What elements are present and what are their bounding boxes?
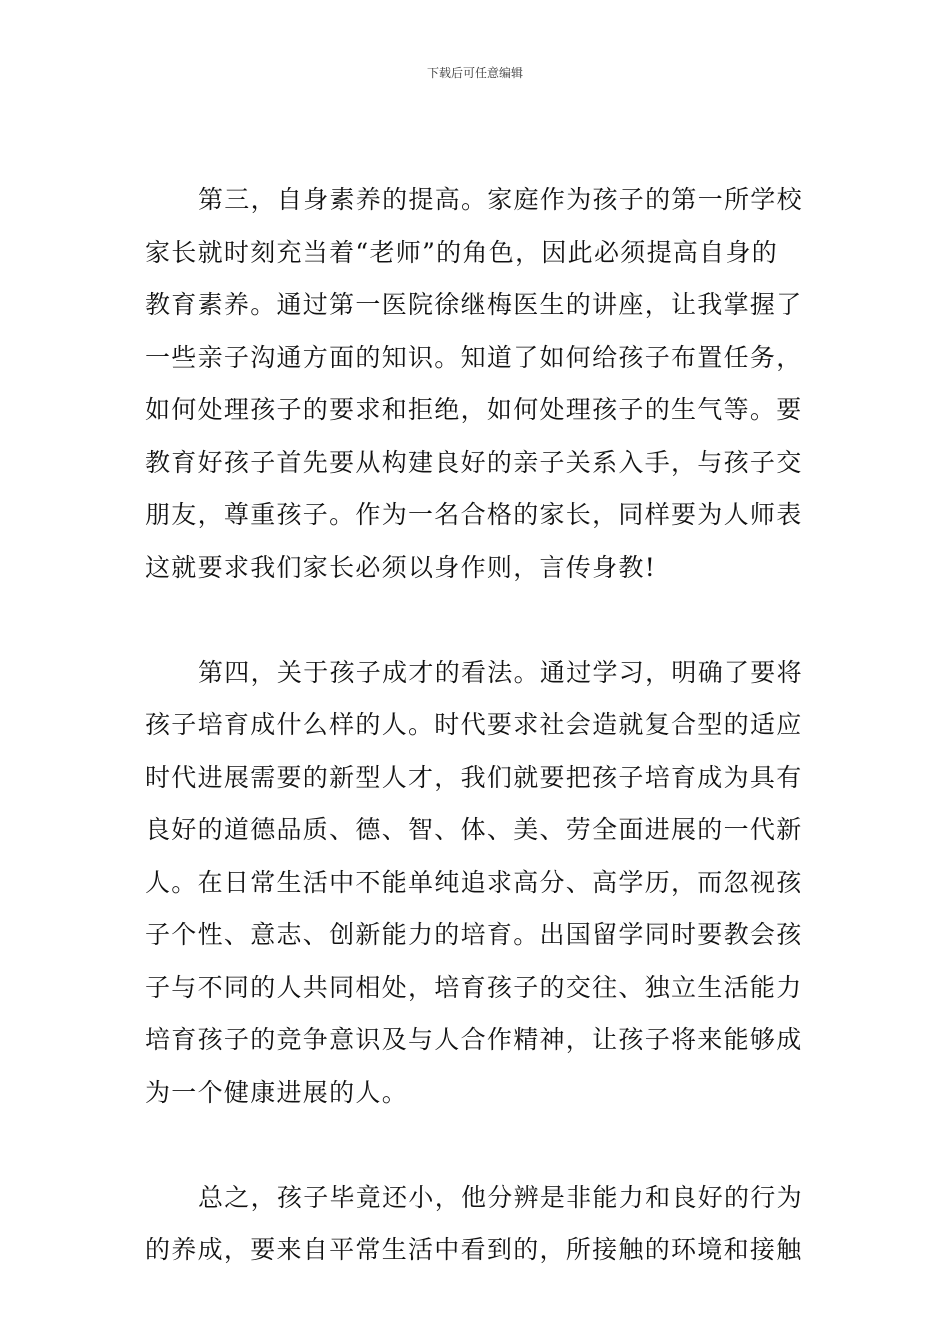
paragraph-child-success: [145, 647, 807, 1120]
text-line: 人。在日常生活中不能单纯追求高分、高学历，而忽视孩: [145, 867, 803, 897]
page-header: 下载后可任意编辑: [426, 66, 523, 80]
paragraph-conclusion: [145, 1172, 807, 1277]
text-line: 子与不同的人共同相处，培育孩子的交往、独立生活能力: [145, 972, 803, 1002]
text-line: 第四，关于孩子成才的看法。通过学习，明确了要将: [198, 657, 803, 687]
paragraph-self-cultivation: [145, 174, 807, 594]
text-line: 朋友，尊重孩子。作为一名合格的家长，同样要为人师表: [145, 500, 803, 529]
text-line: 时代进展需要的新型人才，我们就要把孩子培育成为具有: [145, 762, 803, 792]
paragraph-gap: [145, 594, 807, 647]
text-line: 为一个健康进展的人。: [145, 1077, 409, 1107]
text-line: 总之，孩子毕竟还小，他分辨是非能力和良好的行为: [198, 1182, 803, 1212]
text-line: 家长就时刻充当着“老师”的角色，因此必须提高自身的: [145, 237, 779, 267]
paragraph-gap: [145, 1119, 807, 1172]
text-line: 如何处理孩子的要求和拒绝，如何处理孩子的生气等。要: [145, 395, 803, 424]
text-line: 教育好孩子首先要从构建良好的亲子关系入手，与孩子交: [145, 447, 803, 477]
text-line: 一些亲子沟通方面的知识。知道了如何给孩子布置任务，: [145, 342, 803, 372]
text-line: 孩子培育成什么样的人。时代要求社会造就复合型的适应: [145, 710, 803, 739]
text-line: 这就要求我们家长必须以身作则，言传身教!: [145, 552, 657, 582]
document-body: [145, 174, 807, 1277]
text-line: 的养成，要来自平常生活中看到的，所接触的环境和接触: [145, 1235, 803, 1264]
text-line: 第三，自身素养的提高。家庭作为孩子的第一所学校: [198, 185, 803, 214]
text-line: 培育孩子的竞争意识及与人合作精神，让孩子将来能够成: [145, 1025, 803, 1054]
text-line: 子个性、意志、创新能力的培育。出国留学同时要教会孩: [145, 920, 803, 949]
text-line: 良好的道德品质、德、智、体、美、劳全面进展的一代新: [145, 815, 803, 844]
text-line: 教育素养。通过第一医院徐继梅医生的讲座，让我掌握了: [145, 290, 803, 319]
